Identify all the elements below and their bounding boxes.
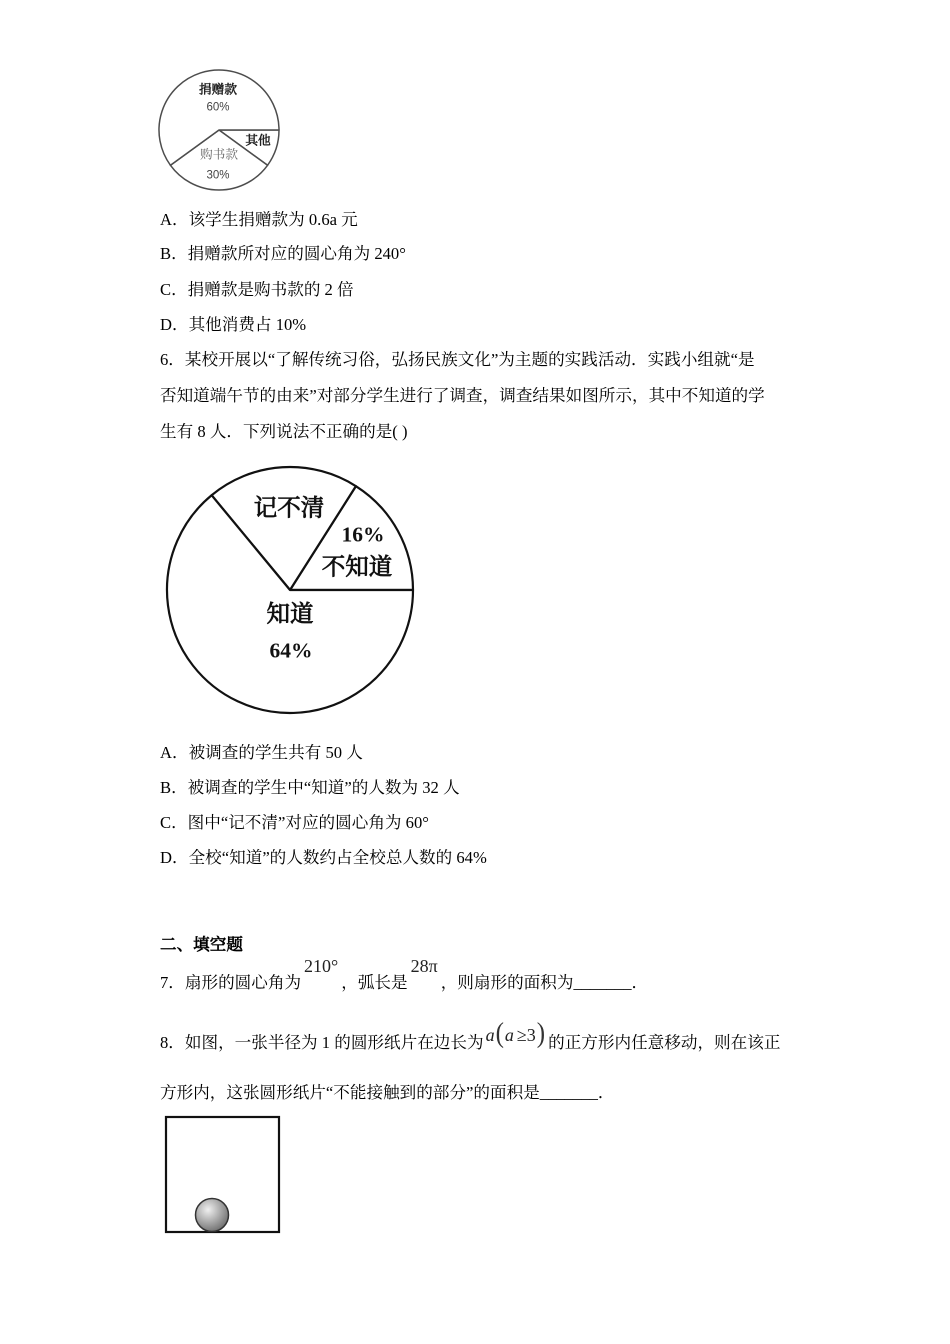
q6-option-a: A．被调查的学生共有 50 人 [160,743,363,762]
q8-math-side: a [485,1025,495,1045]
q7-arc-math: 28π [410,956,438,976]
q8-math-open-paren: ( [495,1017,504,1049]
q5-option-c: C．捐赠款是购书款的 2 倍 [160,280,354,299]
q6-stem-line-1: 6．某校开展以“了解传统习俗，弘扬民族文化”为主题的实践活动．实践小组就“是 [160,350,755,369]
q8-math-cond-rest: ≥3 [516,1025,536,1045]
q8-text-after-math: 的正方形内任意移动，则在该正 [548,1033,781,1052]
pie-value-book-purchase: 30% [206,169,230,182]
q6-stem-line-2: 否知道端午节的由来”对部分学生进行了调查，调查结果如图所示，其中不知道的学 [160,386,765,405]
q7-angle-math: 210° [304,956,339,976]
pie-label-other: 其他 [245,133,271,148]
q7-line [160,956,649,992]
q6-option-b: B．被调查的学生中“知道”的人数为 32 人 [160,778,460,797]
section-title: 二、填空题 [160,935,243,954]
q8-side-math [485,1017,547,1049]
q7-text-before-angle: 7．扇形的圆心角为 [160,973,302,992]
q5-option-b: B．捐赠款所对应的圆心角为 240° [160,244,406,263]
q8-text-before-math: 8．如图，一张半径为 1 的圆形纸片在边长为 [160,1033,484,1052]
pie-label-forgot: 记不清 [253,495,325,522]
pie-value-unknown: 16% [341,522,385,547]
pie-label-book-purchase: 购书款 [199,147,239,162]
q7-text-after: ，则扇形的面积为_______． [440,973,649,992]
q6-option-c: C．图中“记不清”对应的圆心角为 60° [160,813,429,832]
q8-math-close-paren: ) [536,1017,546,1049]
q8-figure-svg [164,1115,282,1235]
q6-option-d: D．全校“知道”的人数约占全校总人数的 64% [160,848,487,867]
paper-disc [196,1199,229,1232]
pie-label-donation: 捐赠款 [198,82,238,97]
pie-value-know: 64% [269,638,313,663]
pie-value-donation: 60% [206,101,230,114]
q5-option-d: D．其他消费占 10% [160,315,307,334]
q8-figure [164,1115,282,1235]
q8-math-cond-var: a [504,1025,514,1045]
q8-line-1 [160,1017,781,1052]
q8-line-2: 方形内，这张圆形纸片“不能接触到的部分”的面积是_______． [160,1083,615,1102]
pie-label-know: 知道 [266,601,314,628]
q6-stem-line-3: 生有 8 人．下列说法不正确的是( ) [160,422,408,441]
q7-text-before-arc: ，弧长是 [341,973,408,992]
pie-label-unknown: 不知道 [321,554,393,581]
q5-option-a: A．该学生捐赠款为 0.6a 元 [160,210,358,229]
